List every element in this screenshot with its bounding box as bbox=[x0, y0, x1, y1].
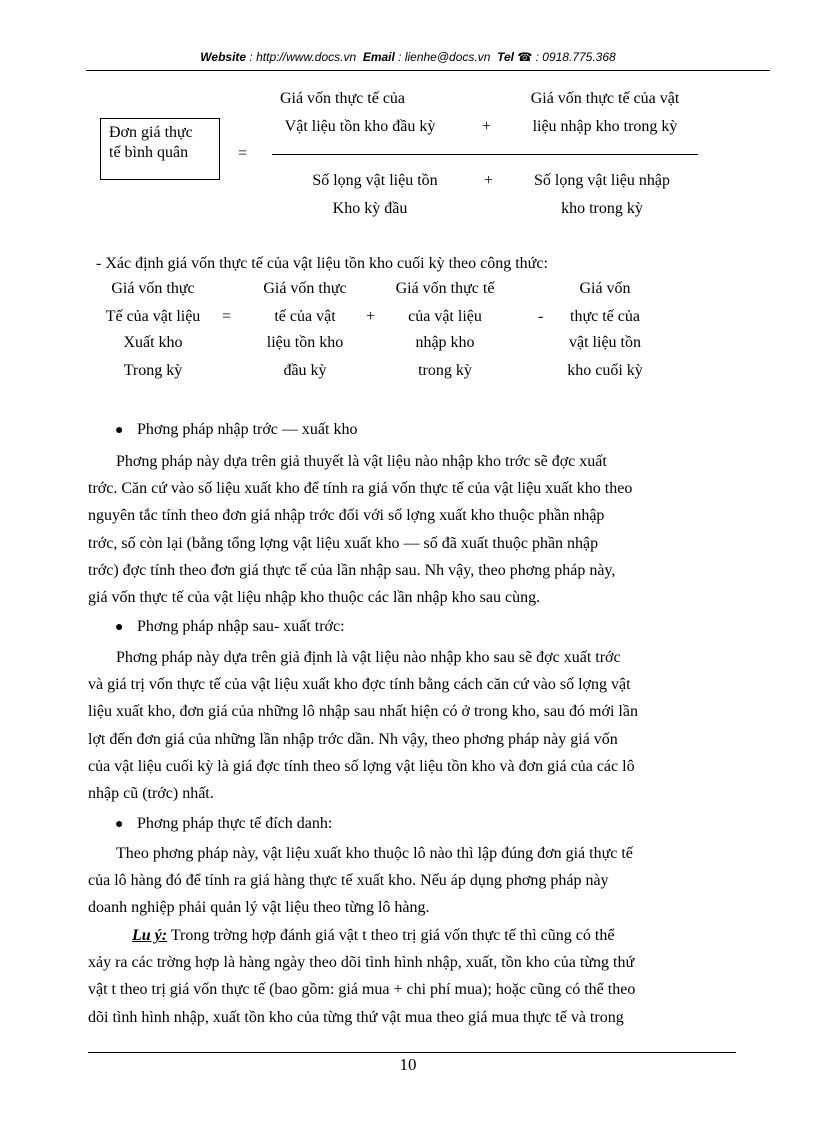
formula2-col4-line4: kho cuối kỳ bbox=[567, 362, 643, 379]
note-line3: vật t theo trị giá vốn thực tế (bao gồm: giá mua + chi phí mua); hoặc cũng có thể theo bbox=[88, 981, 636, 999]
formula2-col1-line2: Tế của vật liệu bbox=[105, 308, 201, 325]
formula1-equals: = bbox=[238, 145, 248, 162]
page-header bbox=[0, 50, 816, 64]
section1-paragraph bbox=[88, 448, 740, 611]
formula1-num-left-2: Vật liệu tồn kho đầu kỳ bbox=[284, 118, 436, 135]
formula2-col3-line3: nhập kho bbox=[415, 334, 475, 351]
formula2-col1-line3: Xuất kho bbox=[123, 334, 183, 351]
section1-line6: giá vốn thực tế của vật liệu nhập kho thuộc các lần nhập kho sau cùng. bbox=[88, 589, 541, 607]
formula2-plus: + bbox=[366, 308, 376, 325]
section2-paragraph bbox=[88, 644, 740, 807]
formula2-intro: - Xác định giá vốn thực tế của vật liệu tồn kho cuối kỳ theo công thức: bbox=[96, 255, 548, 272]
section3-line1: Theo phơng pháp này, vật liệu xuất kho thuộc lô nào thì lập đúng đơn giá thực tế bbox=[116, 845, 633, 862]
section1-heading bbox=[115, 421, 357, 439]
section2-line1: Phơng pháp này dựa trên giả định là vật liệu nào nhập kho sau sẽ đợc xuất trớc bbox=[116, 649, 621, 666]
formula2-col1-line1: Giá vốn thực bbox=[111, 280, 195, 297]
tel-value: : 0918.775.368 bbox=[532, 50, 616, 64]
bullet-icon: ● bbox=[115, 817, 124, 832]
section2-line6: nhập cũ (trớc) nhất. bbox=[88, 785, 214, 803]
email-label: Email bbox=[362, 50, 395, 64]
section3-line2: của lô hàng đó để tính ra giá hàng thực tế xuất kho. Nếu áp dụng phơng pháp này bbox=[88, 872, 609, 890]
formula1-den-right-1: Số lọng vật liệu nhập bbox=[534, 172, 670, 189]
formula2-col4-line2: thực tế của bbox=[570, 308, 640, 325]
header-rule bbox=[86, 70, 770, 71]
formula2-col2-line4: đầu kỳ bbox=[283, 362, 327, 379]
note-paragraph bbox=[88, 922, 740, 1031]
formula2-col4-line3: vật liệu tồn bbox=[569, 334, 641, 351]
section3-paragraph bbox=[88, 840, 740, 922]
email-value: : lienhe@docs.vn bbox=[394, 50, 491, 64]
formula1-plus-bottom: + bbox=[484, 172, 494, 189]
section2-line2: và giá trị vốn thực tế của vật liệu xuất kho đợc tính bằng cách căn cứ vào số lợng vật bbox=[88, 676, 631, 694]
formula2-col3-line1: Giá vốn thực tế bbox=[395, 280, 495, 297]
tel-label: Tel bbox=[497, 50, 514, 64]
note-line1 bbox=[88, 922, 740, 949]
section3-title: Phơng pháp thực tế đích danh: bbox=[137, 815, 333, 832]
formula1-fraction-bar bbox=[272, 154, 698, 155]
section1-line3: nguyên tắc tính theo đơn giá nhập trớc đối với số lợng xuất kho thuộc phần nhập bbox=[88, 507, 605, 525]
formula1-box-line1: Đơn giá thực bbox=[109, 124, 193, 141]
section2-line4: lợt đến đơn giá của những lần nhập trớc dần. Nh vậy, theo phơng pháp này giá vốn bbox=[88, 730, 618, 748]
formula1-num-right-2: liệu nhập kho trong kỳ bbox=[532, 118, 678, 135]
section1-line5: trớc) đợc tính theo đơn giá thực tế của lần nhập sau. Nh vậy, theo phơng pháp này, bbox=[88, 561, 616, 579]
formula2-col2-line3: liệu tồn kho bbox=[266, 334, 344, 351]
note-line2: xảy ra các trờng hợp là hàng ngày theo dõi tình hình nhập, xuất, tồn kho của từng thứ bbox=[88, 954, 635, 972]
section1-title: Phơng pháp nhập trớc — xuất kho bbox=[137, 421, 358, 438]
section1-line4: trớc, số còn lại (bằng tổng lợng vật liệu xuất kho — số đã xuất thuộc phần nhập bbox=[88, 534, 599, 552]
formula2-col4-line1: Giá vốn bbox=[579, 280, 631, 297]
formula1-den-right-2: kho trong kỳ bbox=[561, 200, 643, 217]
page-number: 10 bbox=[399, 1055, 417, 1074]
note-first-line: Trong trờng hợp đánh giá vật t theo trị giá vốn thực tế thì cũng có thể bbox=[167, 927, 615, 944]
formula1-box-line2: tế bình quân bbox=[109, 144, 189, 161]
formula2-equals: = bbox=[222, 308, 232, 325]
website-value: : http://www.docs.vn bbox=[246, 50, 357, 64]
formula1-den-left-1: Số lọng vật liệu tồn bbox=[312, 172, 438, 189]
section1-line2: trớc. Căn cứ vào số liệu xuất kho để tính ra giá vốn thực tế của vật liệu xuất kho theo bbox=[88, 480, 633, 498]
bullet-icon: ● bbox=[115, 620, 124, 635]
section2-line5: của vật liệu cuối kỳ là giá đợc tính theo số lợng vật liệu tồn kho và đơn giá của các lô bbox=[88, 757, 635, 775]
section2-line3: liệu xuất kho, đơn giá của những lô nhập sau nhất hiện có ở trong kho, sau đó mới lần bbox=[88, 703, 638, 721]
formula2-col2-line1: Giá vốn thực bbox=[263, 280, 347, 297]
section2-title: Phơng pháp nhập sau- xuất trớc: bbox=[137, 618, 345, 635]
formula2-col1-line4: Trong kỳ bbox=[123, 362, 183, 379]
formula1-plus-top: + bbox=[482, 118, 492, 135]
section1-line1: Phơng pháp này dựa trên giả thuyết là vật liệu nào nhập kho trớc sẽ đợc xuất bbox=[116, 453, 607, 470]
formula1-box bbox=[100, 118, 220, 180]
phone-icon: ☎ bbox=[517, 50, 533, 64]
formula2-col3-line2: của vật liệu bbox=[408, 308, 482, 325]
formula1-num-left-1: Giá vốn thực tế của bbox=[279, 90, 406, 107]
formula2-col2-line2: tế của vật bbox=[274, 308, 336, 325]
formula1-den-left-2: Kho kỳ đầu bbox=[332, 200, 408, 217]
section3-line3: doanh nghiệp phải quản lý vật liệu theo từng lô hàng. bbox=[88, 899, 430, 917]
section3-heading bbox=[115, 815, 332, 833]
section2-heading bbox=[115, 618, 345, 636]
bullet-icon: ● bbox=[115, 423, 124, 438]
note-label: Lu ý: bbox=[132, 927, 168, 944]
formula2-col3-line4: trong kỳ bbox=[418, 362, 472, 379]
note-line4: dõi tình hình nhập, xuất tồn kho của từng thứ vật mua theo giá mua thực tế và trong bbox=[88, 1008, 624, 1026]
formula1-num-right-1: Giá vốn thực tế của vật bbox=[530, 90, 680, 107]
formula2-minus: - bbox=[538, 308, 544, 325]
website-label: Website bbox=[200, 50, 247, 64]
footer-rule bbox=[88, 1052, 736, 1053]
